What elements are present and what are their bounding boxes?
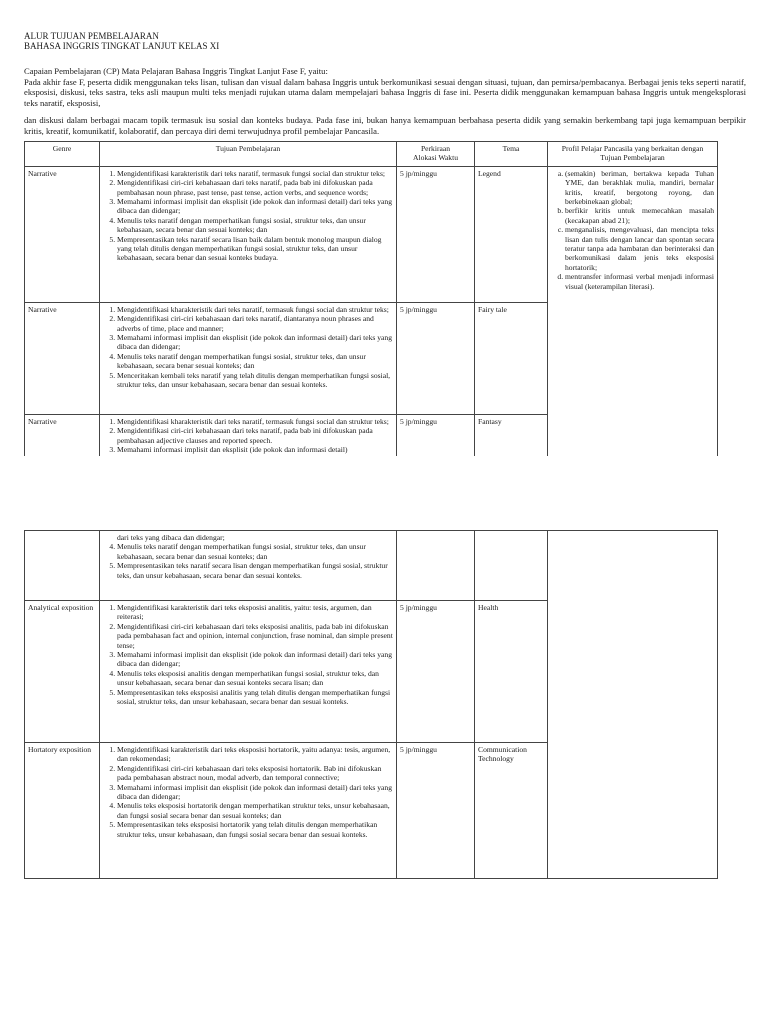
genre-cell: Narrative — [25, 414, 100, 456]
waktu-cell: 5 jp/minggu — [397, 166, 475, 302]
profil-item: d. mentransfer informasi verbal menjadi informasi visual (keterampilan literasi). — [565, 272, 714, 291]
waktu-cell: 5 jp/minggu — [397, 743, 475, 879]
header-genre: Genre — [25, 142, 100, 167]
genre-cell: Narrative — [25, 302, 100, 414]
cp-section — [24, 66, 746, 137]
doc-title — [24, 31, 744, 52]
table-row — [25, 531, 718, 601]
list-item: 2. Mengidentifikasi ciri-ciri kebahasaan dari teks naratif, pada bab ini difokuskan pada pembahasan adjective clauses and reported speech. — [117, 426, 393, 445]
tema-cell: Fantasy — [475, 414, 548, 456]
cp-heading: Capaian Pembelajaran (CP) Mata Pelajaran Bahasa Inggris Tingkat Lanjut Fase F, yaitu: — [24, 66, 328, 76]
continuation-text: dari teks yang dibaca dan didengar; — [117, 533, 225, 542]
profil-cell — [548, 166, 718, 456]
header-waktu: Perkiraan Alokasi Waktu — [397, 142, 475, 167]
doc-title-line1: ALUR TUJUAN PEMBELAJARAN — [24, 31, 159, 41]
tema-cell — [475, 531, 548, 601]
genre-cell — [25, 531, 100, 601]
genre-cell: Hortatory exposition — [25, 743, 100, 879]
tujuan-cell — [100, 414, 397, 456]
list-item: 5. Menceritakan kembali teks naratif yang telah ditulis dengan memperhatikan fungsi sosial, struktur teks, dan unsur kebahasaan, secara benar dan sesuai konteks. — [117, 371, 393, 390]
list-item: 3. Memahami informasi implisit dan eksplisit (ide pokok dan informasi detail) — [117, 445, 393, 454]
list-item: 5. Mempresentasikan teks naratif secara lisan dengan memperhatikan fungsi sosial, struktur teks, dan unsur kebahasaan, secara benar dan sesuai konteks. — [117, 561, 393, 580]
genre-cell: Narrative — [25, 166, 100, 302]
tujuan-cell — [100, 601, 397, 743]
atp-table-wrapper — [24, 141, 718, 484]
profil-item: a. (semakin) beriman, bertakwa kepada Tuhan YME, dan berakhlak mulia, mandiri, bernalar kritis, kreatif, bergotong royong, dan berkebinekaan global; — [565, 169, 714, 207]
cp-paragraph-1: Pada akhir fase F, peserta didik menggunakan teks lisan, tulisan dan visual dalam bahasa Inggris untuk berkomunikasi sesuai dengan situasi, tujuan, dan pemirsa/pembacanya. Berbagai jenis teks seperti naratif, eksposisi, diskusi, teks sastra, teks asli maupun multi teks menjadi rujukan utama dalam mempelajari bahasa Inggris di fase ini. Peserta didik menggunakan kemampuan bahasa Inggris untuk mengeksplorasi teks naratif, eksposisi, — [24, 76, 746, 108]
list-item: 2. Mengidentifikasi ciri-ciri kebahasaan dari teks naratif, diantaranya noun phrases and adverbs of time, place and manner; — [117, 314, 393, 333]
header-tujuan: Tujuan Pembelajaran — [100, 142, 397, 167]
list-item: 2. Mengidentifikasi ciri-ciri kebahasaan dari teks naratif, pada bab ini difokuskan pada pembahasan noun phrase, past tense, past tense, action verbs, and sequence words; — [117, 178, 393, 197]
profil-item: b. berfikir kritis untuk memecahkan masalah (kecakapan abad 21); — [565, 206, 714, 225]
list-item: 2. Mengidentifikasi ciri-ciri kebahasaan dari teks eksposisi hortatorik. Bab ini difokuskan pada pembahasan abstract noun, modal adverb, dan temporal connective; — [117, 764, 393, 783]
list-item: 1. Mengidentifikasi karakteristik dari teks eksposisi hortatorik, yaitu adanya: tesis, argumen, dan rekomendasi; — [117, 745, 393, 764]
header-tema: Tema — [475, 142, 548, 167]
atp-table — [24, 141, 718, 456]
tujuan-cell — [100, 743, 397, 879]
header-profil: Profil Pelajar Pancasila yang berkaitan dengan Tujuan Pembelajaran — [548, 142, 718, 167]
atp-table-continued — [24, 530, 718, 879]
list-item: 3. Memahami informasi implisit dan eksplisit (ide pokok dan informasi detail) dari teks yang dibaca dan didengar; — [117, 333, 393, 352]
profil-cell — [548, 531, 718, 879]
list-item: 5. Mempresentasikan teks naratif secara lisan baik dalam bentuk monolog maupun dialog yang telah ditulis dengan memperhatikan fungsi sosial, struktur teks, dan unsur kebahasaan, secara benar dan sesuai konteks budaya. — [117, 235, 393, 263]
list-item: 2. Mengidentifikasi ciri-ciri kebahasaan dari teks eksposisi analitis, pada bab ini difokuskan pada pembahasan fact and opinion, internal conjunction, frase nominal, dan simple present tense; — [117, 622, 393, 650]
table-header-row — [25, 142, 718, 167]
list-item: 1. Mengidentifikasi kharakteristik dari teks naratif, termasuk fungsi social dan struktur teks; — [117, 417, 393, 426]
tema-cell: Fairy tale — [475, 302, 548, 414]
genre-cell: Analytical exposition — [25, 601, 100, 743]
waktu-cell: 5 jp/minggu — [397, 601, 475, 743]
list-item: 5. Mempresentasikan teks eksposisi analitis yang telah ditulis dengan memperhatikan fungsi sosial, struktur teks, dan unsur kebahasaan, secara benar dan sesuai konteks. — [117, 688, 393, 707]
tema-cell: Communication Technology — [475, 743, 548, 879]
list-item: 4. Menulis teks naratif dengan memperhatikan fungsi sosial, struktur teks, dan unsur kebahasaan, secara benar dan sesuai konteks; dan — [117, 216, 393, 235]
cp-paragraph-2: dan diskusi dalam berbagai macam topik termasuk isu sosial dan konteks budaya. Pada fase ini, bukan hanya kemampuan berbahasa peserta didik yang semakin berkembang tapi juga kemampuan berpikir kritis, kreatif, komunikatif, kolaboratif, dan percaya diri demi terwujudnya profil pembelajar Pancasila. — [24, 115, 746, 136]
doc-title-line2: BAHASA INGGRIS TINGKAT LANJUT KELAS XI — [24, 41, 220, 52]
tema-cell: Health — [475, 601, 548, 743]
list-item: 3. Memahami informasi implisit dan eksplisit (ide pokok dan informasi detail) dari teks yang dibaca dan didengar; — [117, 650, 393, 669]
list-item: 4. Menulis teks naratif dengan memperhatikan fungsi sosial, struktur teks, dan unsur kebahasaan, secara benar sesuai konteks; dan — [117, 352, 393, 371]
profil-item: c. menganalisis, mengevaluasi, dan mencipta teks lisan dan tulis dengan lancar dan spontan secara teratur tanpa ada hambatan dan berinteraksi dan berkomunikasi dalam jenis teks eksposisi hortatorik; — [565, 225, 714, 272]
atp-table-continued-wrapper — [24, 530, 718, 879]
list-item: 3. Memahami informasi implisit dan eksplisit (ide pokok dan informasi detail) dari teks yang dibaca dan didengar; — [117, 783, 393, 802]
list-item: 1. Mengidentifikasi kharakteristik dari teks naratif, termasuk fungsi social dan struktur teks; — [117, 305, 393, 314]
waktu-cell: 5 jp/minggu — [397, 302, 475, 414]
list-item: 4. Menulis teks eksposisi hortatorik dengan memperhatikan struktur teks, unsur kebahasaan, dan fungsi sosial secara benar dan sesuai konteks; dan — [117, 801, 393, 820]
list-item: 1. Mengidentifikasi karakteristik dari teks eksposisi analitis, yaitu: tesis, argumen, dan reiterasi; — [117, 603, 393, 622]
list-item: 4. Menulis teks naratif dengan memperhatikan fungsi sosial, struktur teks, dan unsur kebahasaan, secara benar dan sesuai konteks; dan — [117, 542, 393, 561]
tujuan-cell — [100, 531, 397, 601]
list-item: 5. Mempresentasikan teks eksposisi hortatorik yang telah ditulis dengan memperhatikan struktur teks, unsur kebahasaan, dan fungsi sosial secara benar dan sesuai konteks. — [117, 820, 393, 839]
table-row — [25, 166, 718, 302]
list-item: 4. Menulis teks eksposisi analitis dengan memperhatikan fungsi sosial, struktur teks, dan unsur kebahasaan, secara benar dan sesuai konteks secara lisan; dan — [117, 669, 393, 688]
tema-cell: Legend — [475, 166, 548, 302]
tujuan-cell — [100, 302, 397, 414]
waktu-cell — [397, 531, 475, 601]
list-item: 1. Mengidentifikasi karakteristik dari teks naratif, termasuk fungsi social dan struktur teks; — [117, 169, 393, 178]
waktu-cell: 5 jp/minggu — [397, 414, 475, 456]
list-item: 3. Memahami informasi implisit dan eksplisit (ide pokok dan informasi detail) dari teks yang dibaca dan didengar; — [117, 197, 393, 216]
tujuan-cell — [100, 166, 397, 302]
